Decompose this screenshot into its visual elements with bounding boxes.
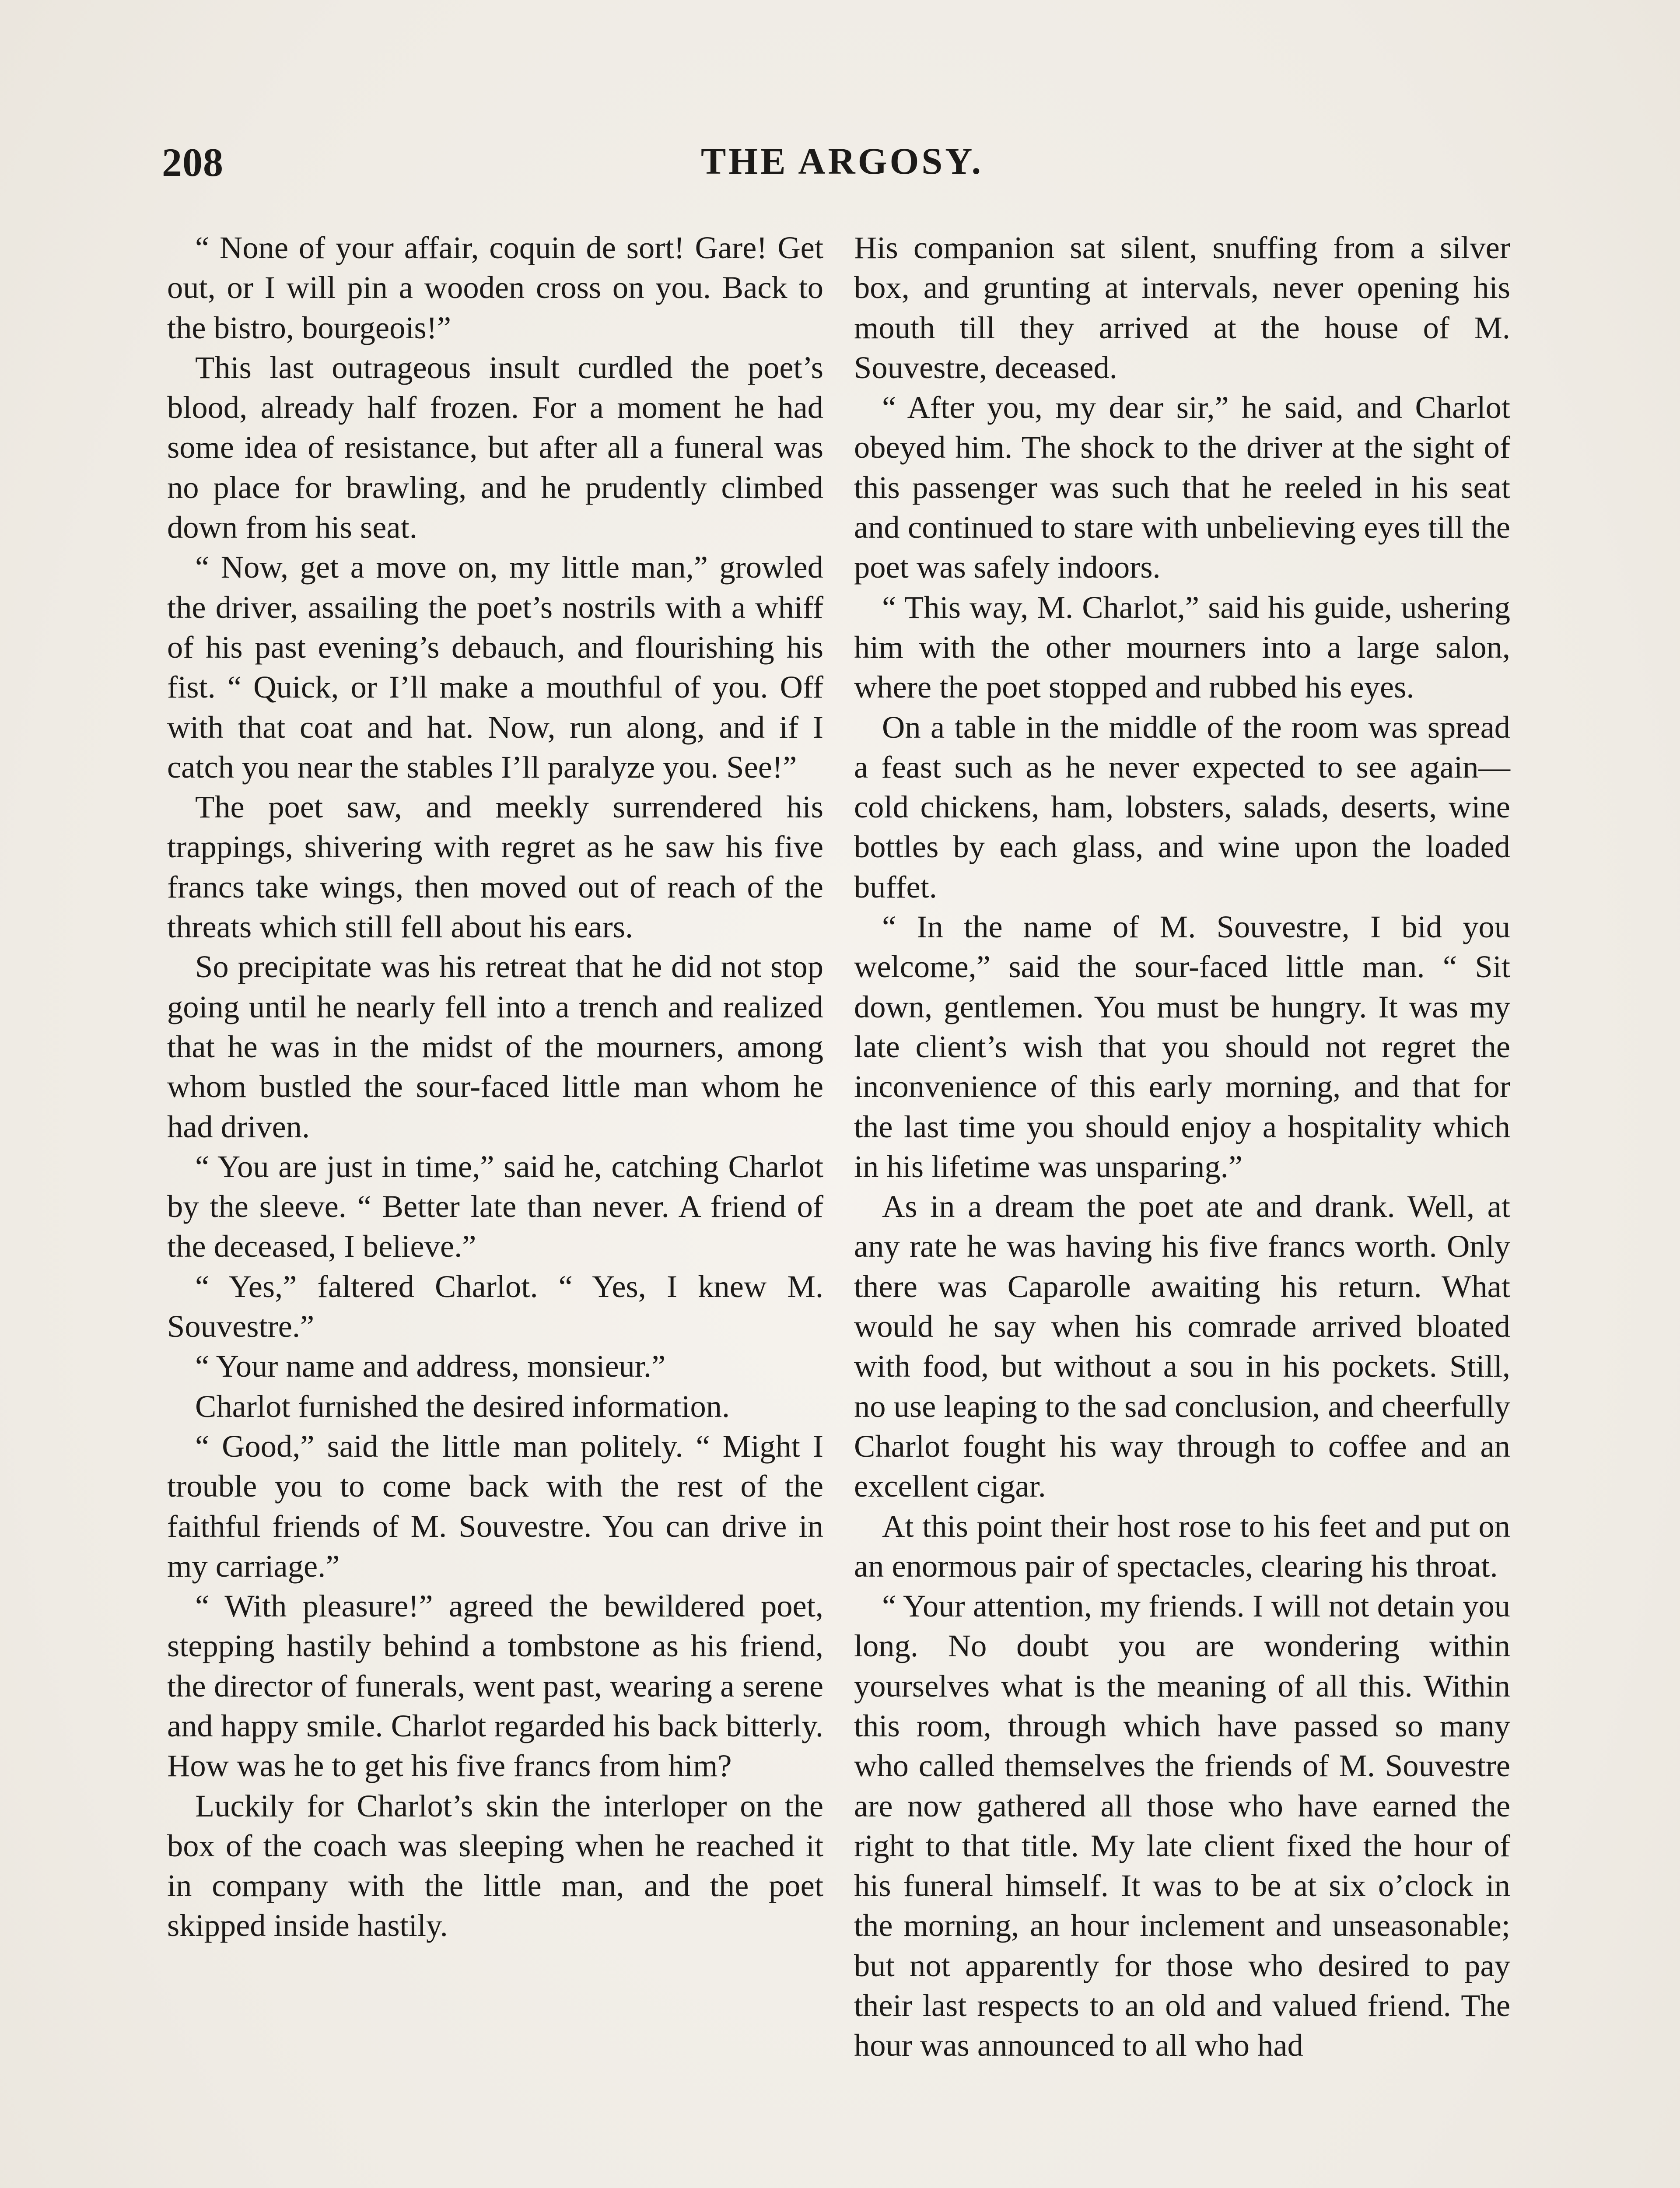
paragraph: At this point their host rose to his feet and put on an enormous pair of spectacles, clearing his throat. [854,1508,1510,1584]
paragraph: As in a dream the poet ate and drank. Well, at any rate he was having his five francs worth. Only there was Caparolle awaiting his return. What would he say when his comrade arrived bloated with food, but without a sou in his pockets. Still, no use leaping to the sad conclusion, and cheerfully Charlot fought his way through to coffee and an excellent cigar. [854,1189,1510,1504]
paragraph: His companion sat silent, snuffing from a silver box, and grunting at intervals, never opening his mouth till they arrived at the house of M. Souvestre, deceased. [854,230,1510,385]
paragraph: This last outrageous insult curdled the poet’s blood, already half frozen. For a moment he had some idea of resistance, but after all a funeral was no place for brawling, and he prudently climbed down from his seat. [167,349,823,545]
paragraph: “ Your attention, my friends. I will not detain you long. No doubt you are wondering within yourselves what is the meaning of all this. Within this room, through which have passed so many who called themselves the friends of M. Souvestre are now gathered all those who have earned the right to that title. My late client fixed the hour of his funeral himself. It was to be at six o’clock in the morning, an hour inclement and unseasonable; but not apparently for those who desired to pay their last respects to an old and valued friend. The hour was announced to all who had [854,1588,1510,2063]
paragraph: On a table in the middle of the room was spread a feast such as he never expected to see again—cold chickens, ham, lobsters, salads, deserts, wine bottles by each glass, and wine upon the loaded buffet. [854,709,1510,905]
right-text-column [854,228,1510,2065]
paragraph: “ Yes,” faltered Charlot. “ Yes, I knew M. Souvestre.” [167,1268,823,1344]
paragraph: “ None of your affair, coquin de sort! Gare! Get out, or I will pin a wooden cross on you. Back to the bistro, bourgeois!” [167,230,823,345]
running-title: THE ARGOSY. [701,140,984,182]
paragraph: Luckily for Charlot’s skin the interloper on the box of the coach was sleeping when he reached it in company with the little man, and the poet skipped inside hastily. [167,1788,823,1943]
paragraph: Charlot furnished the desired information. [195,1388,730,1424]
page-number: 208 [162,140,224,185]
paragraph: “ Now, get a move on, my little man,” growled the driver, assailing the poet’s nostrils with a whiff of his past evening’s debauch, and flourishing his fist. “ Quick, or I’ll make a mouthful of you. Off with that coat and hat. Now, run along, and if I catch you near the stables I’ll paralyze you. See!” [167,549,823,785]
paragraph: “ This way, M. Charlot,” said his guide, ushering him with the other mourners into a large salon, where the poet stopped and rubbed his eyes. [854,589,1510,705]
paragraph: The poet saw, and meekly surrendered his trappings, shivering with regret as he saw his five francs take wings, then moved out of reach of the threats which still fell about his ears. [167,789,823,945]
page-header [162,139,1522,205]
paragraph: “ After you, my dear sir,” he said, and Charlot obeyed him. The shock to the driver at the sight of this passenger was such that he reeled in his seat and continued to stare with unbelieving eyes till the poet was safely indoors. [854,389,1510,585]
paragraph: So precipitate was his retreat that he did not stop going until he nearly fell into a trench and realized that he was in the midst of the mourners, among whom bustled the sour-faced little man whom he had driven. [167,949,823,1144]
paragraph: “ You are just in time,” said he, catching Charlot by the sleeve. “ Better late than never. A friend of the deceased, I believe.” [167,1148,823,1264]
paragraph: “ Your name and address, monsieur.” [195,1348,666,1384]
paragraph: “ In the name of M. Souvestre, I bid you welcome,” said the sour-faced little man. “ Sit down, gentlemen. You must be hungry. It was my late client’s wish that you should not regret the inconvenience of this early morning, and that for the last time you should enjoy a hospitality which in his lifetime was unsparing.” [854,909,1510,1184]
paragraph: “ Good,” said the little man politely. “ Might I trouble you to come back with the rest of the faithful friends of M. Souvestre. You can drive in my carriage.” [167,1428,823,1584]
paragraph: “ With pleasure!” agreed the bewildered poet, stepping hastily behind a tombstone as his friend, the director of funerals, went past, wearing a serene and happy smile. Charlot regarded his back bitterly. How was he to get his five francs from him? [167,1588,823,1784]
left-text-column [167,228,823,1946]
